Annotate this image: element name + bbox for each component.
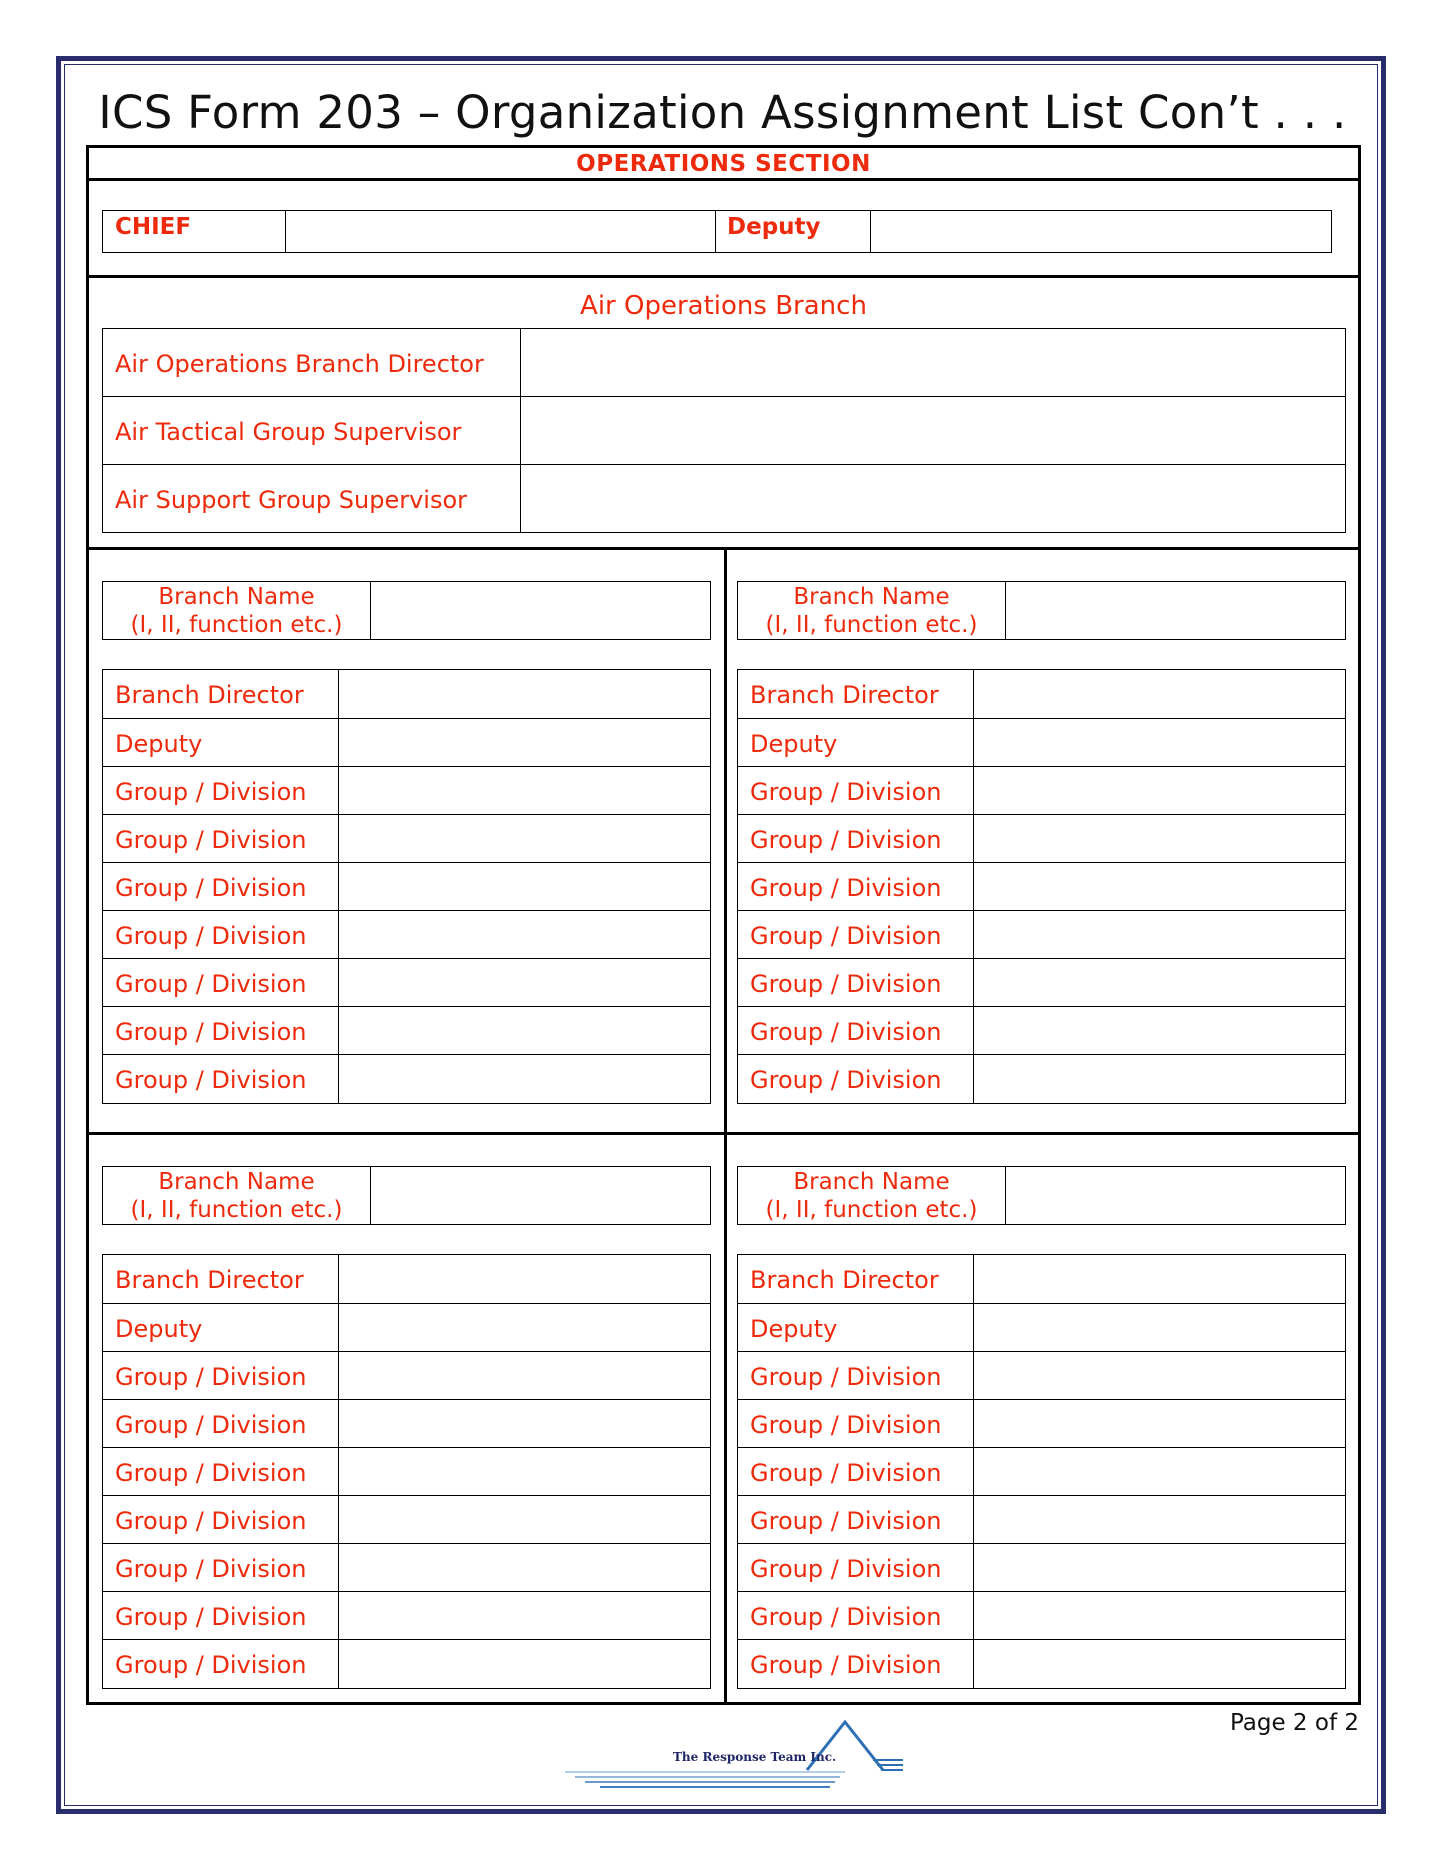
assignment-label: Group / Division	[750, 1555, 942, 1583]
assignment-label: Group / Division	[115, 1018, 307, 1046]
assignment-label: Group / Division	[115, 1363, 307, 1391]
deputy-label: Deputy	[727, 214, 821, 240]
branch-name-field[interactable]	[1008, 1167, 1345, 1224]
assignment-row	[103, 1495, 710, 1543]
operations-section-header: OPERATIONS SECTION	[89, 148, 1358, 181]
assignment-row	[103, 1543, 710, 1591]
page-number: Page 2 of 2	[1229, 1710, 1359, 1736]
assignment-row	[738, 1255, 1345, 1303]
assignment-field[interactable]	[340, 1592, 710, 1639]
assignment-field[interactable]	[975, 1255, 1345, 1303]
air-support-supervisor-field[interactable]	[521, 465, 1345, 532]
branch-name-label	[103, 1167, 371, 1224]
assignment-label: Branch Director	[115, 681, 304, 709]
branch-assignment-table	[102, 669, 711, 1104]
branch-name-label-line1: Branch Name	[158, 584, 315, 610]
branch-name-row	[102, 581, 711, 640]
assignment-field[interactable]	[975, 1007, 1345, 1054]
assignment-row	[738, 1639, 1345, 1687]
assignment-field[interactable]	[975, 670, 1345, 718]
assignment-row	[103, 1303, 710, 1351]
company-logo	[555, 1720, 905, 1790]
assignment-field[interactable]	[975, 1304, 1345, 1351]
assignment-row	[738, 1351, 1345, 1399]
assignment-row	[103, 1255, 710, 1303]
branch-name-label-line1: Branch Name	[158, 1169, 315, 1195]
assignment-field[interactable]	[340, 1055, 710, 1102]
air-row	[103, 329, 1345, 397]
branch-name-label-line2: (I, II, function etc.)	[130, 1197, 343, 1223]
assignment-label: Branch Director	[750, 681, 939, 709]
branch-name-row	[737, 1166, 1346, 1225]
assignment-label: Group / Division	[750, 922, 942, 950]
assignment-label: Group / Division	[115, 826, 307, 854]
assignment-row	[103, 718, 710, 766]
air-row	[103, 464, 1345, 532]
assignment-row	[103, 670, 710, 718]
assignment-field[interactable]	[340, 815, 710, 862]
assignment-field[interactable]	[975, 1496, 1345, 1543]
assignment-field[interactable]	[975, 1448, 1345, 1495]
assignment-row	[103, 814, 710, 862]
assignment-row	[103, 766, 710, 814]
assignment-label: Group / Division	[750, 778, 942, 806]
assignment-field[interactable]	[340, 1255, 710, 1303]
assignment-label: Deputy	[115, 1315, 203, 1343]
assignment-row	[103, 1351, 710, 1399]
branch-assignment-table	[737, 1254, 1346, 1689]
assignment-label: Group / Division	[115, 1507, 307, 1535]
form-title: ICS Form 203 – Organization Assignment List Con’t . . .	[98, 86, 1347, 139]
assignment-field[interactable]	[340, 1496, 710, 1543]
assignment-label: Group / Division	[115, 1459, 307, 1487]
assignment-label: Group / Division	[115, 1555, 307, 1583]
deputy-field[interactable]	[871, 211, 1331, 252]
assignment-row	[738, 718, 1345, 766]
assignment-row	[103, 1006, 710, 1054]
assignment-field[interactable]	[975, 1544, 1345, 1591]
assignment-row	[738, 766, 1345, 814]
air-tactical-supervisor-field[interactable]	[521, 397, 1345, 464]
assignment-field[interactable]	[975, 911, 1345, 958]
branch-name-label-line2: (I, II, function etc.)	[765, 1197, 978, 1223]
assignment-row	[103, 1399, 710, 1447]
assignment-field[interactable]	[975, 1640, 1345, 1687]
air-operations-title: Air Operations Branch	[580, 291, 867, 321]
branch-name-row	[102, 1166, 711, 1225]
assignment-label: Group / Division	[115, 874, 307, 902]
branch-name-label-line2: (I, II, function etc.)	[765, 612, 978, 638]
assignment-row	[103, 862, 710, 910]
column-divider	[724, 548, 727, 1705]
assignment-field[interactable]	[975, 863, 1345, 910]
assignment-row	[738, 814, 1345, 862]
branch-name-field[interactable]	[1008, 582, 1345, 639]
branch-name-field[interactable]	[373, 582, 710, 639]
air-row-label: Air Tactical Group Supervisor	[115, 418, 462, 446]
assignment-label: Group / Division	[750, 1363, 942, 1391]
branch-name-label	[738, 582, 1006, 639]
assignment-row	[738, 670, 1345, 718]
assignment-field[interactable]	[975, 767, 1345, 814]
assignment-label: Group / Division	[750, 1411, 942, 1439]
assignment-field[interactable]	[340, 1640, 710, 1687]
section-divider	[89, 275, 1358, 278]
assignment-label: Branch Director	[115, 1266, 304, 1294]
assignment-row	[738, 1543, 1345, 1591]
assignment-label: Deputy	[750, 1315, 838, 1343]
assignment-field[interactable]	[975, 815, 1345, 862]
assignment-row	[738, 1303, 1345, 1351]
assignment-field[interactable]	[340, 863, 710, 910]
branch-name-label-line2: (I, II, function etc.)	[130, 612, 343, 638]
assignment-label: Group / Division	[115, 922, 307, 950]
assignment-field[interactable]	[975, 1055, 1345, 1102]
assignment-row	[103, 1447, 710, 1495]
branch-name-label	[103, 582, 371, 639]
company-name: The Response Team Inc.	[673, 1750, 837, 1764]
assignment-field[interactable]	[975, 959, 1345, 1006]
branch-name-label	[738, 1167, 1006, 1224]
air-row-label: Air Support Group Supervisor	[115, 486, 468, 514]
assignment-field[interactable]	[340, 1400, 710, 1447]
air-row	[103, 396, 1345, 464]
assignment-label: Group / Division	[750, 1651, 942, 1679]
assignment-field[interactable]	[340, 1544, 710, 1591]
assignment-label: Branch Director	[750, 1266, 939, 1294]
assignment-label: Group / Division	[115, 778, 307, 806]
assignment-label: Deputy	[750, 730, 838, 758]
assignment-field[interactable]	[340, 1304, 710, 1351]
chief-field[interactable]	[286, 211, 715, 252]
assignment-label: Group / Division	[115, 1651, 307, 1679]
assignment-row	[103, 1054, 710, 1102]
assignment-label: Group / Division	[750, 1507, 942, 1535]
assignment-label: Group / Division	[115, 1066, 307, 1094]
air-ops-director-field[interactable]	[521, 329, 1345, 397]
form-body	[86, 145, 1361, 1705]
assignment-label: Deputy	[115, 730, 203, 758]
assignment-field[interactable]	[340, 1007, 710, 1054]
assignment-label: Group / Division	[750, 1603, 942, 1631]
assignment-label: Group / Division	[115, 1603, 307, 1631]
air-row-label: Air Operations Branch Director	[115, 350, 484, 378]
assignment-row	[738, 862, 1345, 910]
assignment-row	[738, 958, 1345, 1006]
branch-assignment-table	[102, 1254, 711, 1689]
branch-name-label-line1: Branch Name	[793, 584, 950, 610]
assignment-label: Group / Division	[750, 1459, 942, 1487]
assignment-label: Group / Division	[750, 826, 942, 854]
assignment-row	[103, 910, 710, 958]
branch-name-field[interactable]	[373, 1167, 710, 1224]
assignment-field[interactable]	[340, 670, 710, 718]
assignment-row	[738, 1447, 1345, 1495]
assignment-row	[103, 958, 710, 1006]
assignment-label: Group / Division	[750, 970, 942, 998]
assignment-field[interactable]	[340, 719, 710, 766]
assignment-field[interactable]	[975, 1400, 1345, 1447]
chief-label: CHIEF	[115, 214, 192, 240]
branch-name-row	[737, 581, 1346, 640]
assignment-label: Group / Division	[115, 970, 307, 998]
assignment-field[interactable]	[975, 719, 1345, 766]
assignment-field[interactable]	[340, 767, 710, 814]
air-operations-table	[102, 328, 1346, 533]
assignment-row	[738, 1495, 1345, 1543]
assignment-field[interactable]	[340, 1352, 710, 1399]
section-divider	[89, 1132, 1358, 1135]
assignment-field[interactable]	[340, 959, 710, 1006]
assignment-field[interactable]	[975, 1592, 1345, 1639]
branch-assignment-table	[737, 669, 1346, 1104]
assignment-row	[738, 1399, 1345, 1447]
assignment-field[interactable]	[340, 1448, 710, 1495]
assignment-row	[738, 1006, 1345, 1054]
assignment-label: Group / Division	[750, 874, 942, 902]
assignment-field[interactable]	[975, 1352, 1345, 1399]
assignment-row	[738, 910, 1345, 958]
assignment-field[interactable]	[340, 911, 710, 958]
branch-name-label-line1: Branch Name	[793, 1169, 950, 1195]
assignment-label: Group / Division	[115, 1411, 307, 1439]
assignment-label: Group / Division	[750, 1066, 942, 1094]
chief-deputy-row	[102, 210, 1332, 253]
assignment-row	[103, 1639, 710, 1687]
assignment-row	[738, 1591, 1345, 1639]
assignment-row	[738, 1054, 1345, 1102]
assignment-row	[103, 1591, 710, 1639]
assignment-label: Group / Division	[750, 1018, 942, 1046]
